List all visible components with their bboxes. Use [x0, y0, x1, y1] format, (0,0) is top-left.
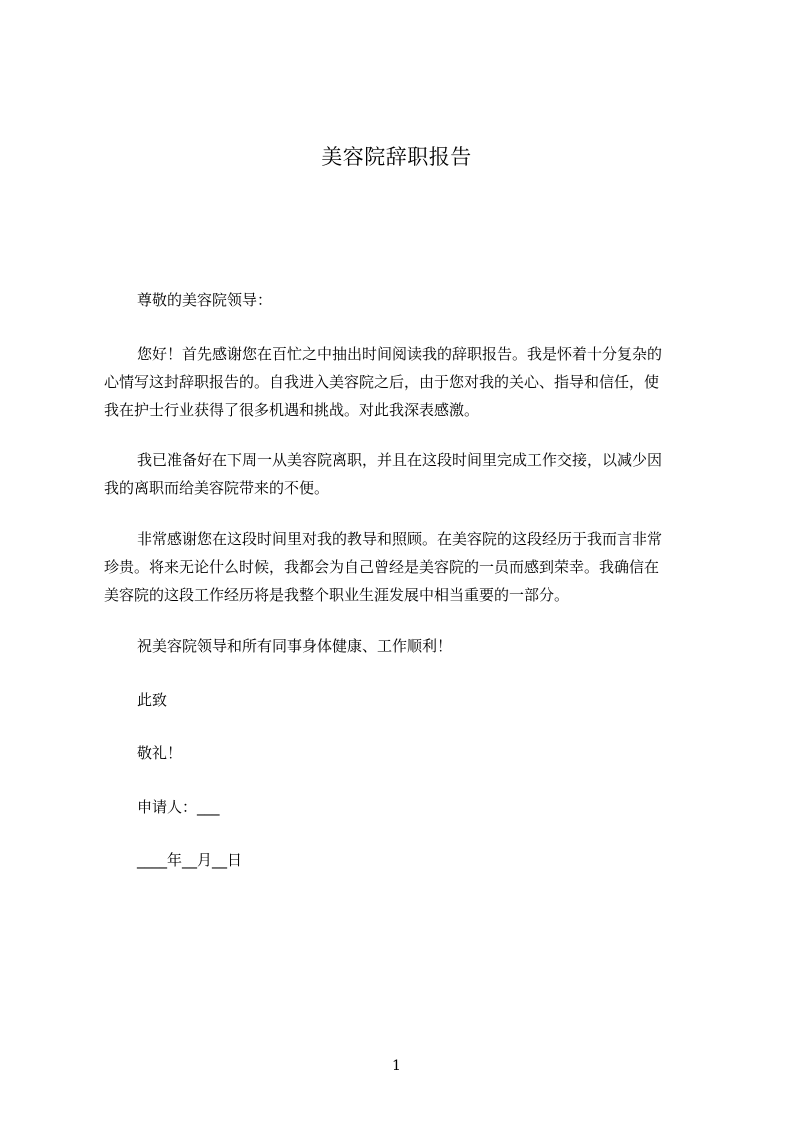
paragraph-line: 非常感谢您在这段时间里对我的教导和照顾。在美容院的这段经历于我而言非常	[137, 530, 663, 548]
paragraph-line: 心情写这封辞职报告的。自我进入美容院之后，由于您对我的关心、指导和信任，使	[104, 373, 660, 391]
page-number: 1	[392, 1058, 401, 1074]
wishes-line: 祝美容院领导和所有同事身体健康、工作顺利！	[137, 637, 453, 655]
document-title: 美容院辞职报告	[321, 145, 472, 169]
salutation: 尊敬的美容院领导：	[137, 291, 273, 309]
date-line: ____年__月__日	[137, 851, 243, 869]
paragraph-line: 珍贵。将来无论什么时候，我都会为自己曾经是美容院的一员而感到荣幸。我确信在	[104, 558, 660, 576]
applicant-line: 申请人：___	[137, 798, 220, 816]
paragraph-line: 我的离职而给美容院带来的不便。	[104, 479, 330, 497]
paragraph-line: 您好！首先感谢您在百忙之中抽出时间阅读我的辞职报告。我是怀着十分复杂的	[137, 345, 663, 363]
closing-line-2: 敬礼！	[137, 744, 183, 762]
paragraph-line: 美容院的这段工作经历将是我整个职业生涯发展中相当重要的一部分。	[104, 586, 570, 604]
paragraph-line: 我已准备好在下周一从美容院离职，并且在这段时间里完成工作交接，以减少因	[137, 451, 663, 469]
closing-line-1: 此致	[137, 691, 168, 709]
paragraph-line: 我在护士行业获得了很多机遇和挑战。对此我深表感激。	[104, 401, 480, 419]
